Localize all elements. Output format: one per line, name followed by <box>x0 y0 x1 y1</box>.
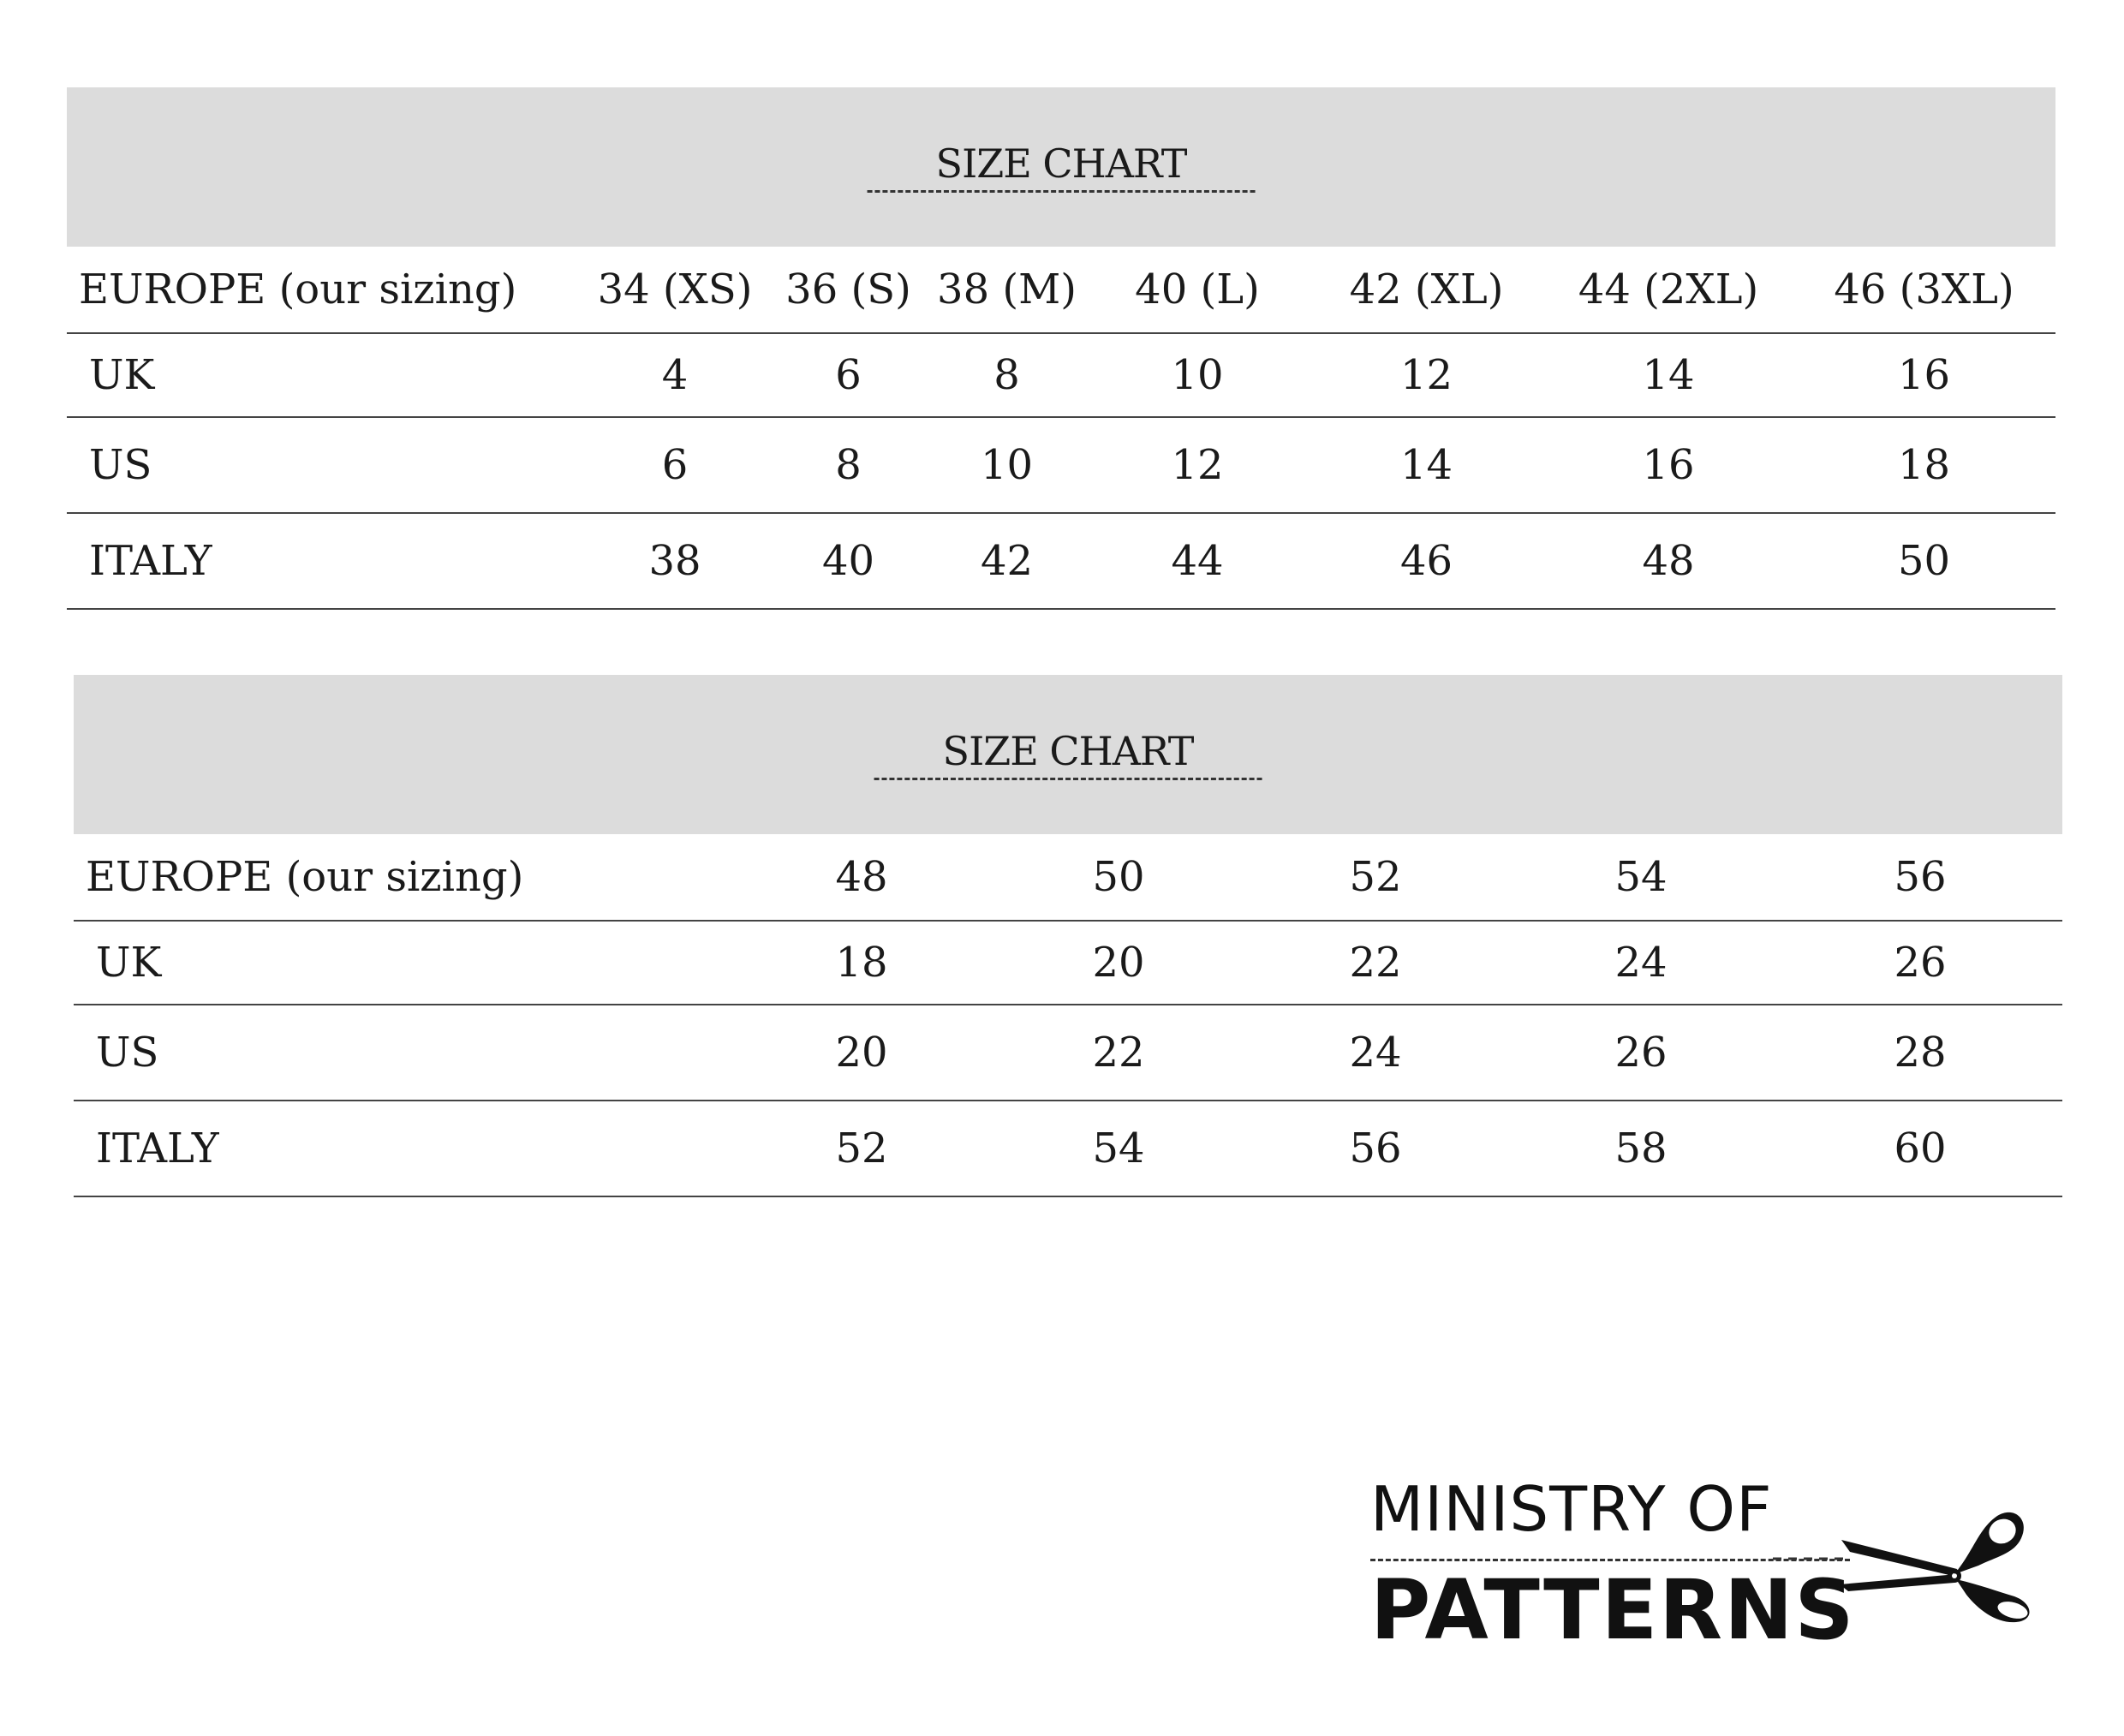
size-chart-1-title: SIZE CHART <box>868 140 1256 193</box>
cell: 16 <box>1544 417 1793 513</box>
brand-logo <box>1370 1473 2038 1658</box>
cell: 56 <box>1778 834 2062 921</box>
cell: 14 <box>1309 417 1544 513</box>
cell: 52 <box>733 1101 990 1196</box>
row-label-europe: EUROPE (our sizing) <box>74 834 733 921</box>
cell: 46 <box>1309 513 1544 609</box>
cell: 40 <box>769 513 928 609</box>
row-label-us: US <box>67 417 581 513</box>
size-chart-2-title: SIZE CHART <box>874 728 1262 780</box>
cell: 56 <box>1247 1101 1504 1196</box>
size-chart-2-header <box>74 675 2062 834</box>
table-row <box>67 247 2055 333</box>
cell: 36 (S) <box>769 247 928 333</box>
table-row <box>67 333 2055 417</box>
size-chart-2-table <box>74 834 2062 1197</box>
cell: 38 (M) <box>928 247 1086 333</box>
cell: 22 <box>990 1005 1247 1101</box>
cell: 24 <box>1504 921 1778 1005</box>
cell: 46 (3XL) <box>1793 247 2055 333</box>
size-chart-1-header <box>67 87 2055 247</box>
cell: 14 <box>1544 333 1793 417</box>
cell: 48 <box>733 834 990 921</box>
table-row <box>74 834 2062 921</box>
cell: 8 <box>928 333 1086 417</box>
size-chart-1 <box>67 87 2055 610</box>
cell: 12 <box>1086 417 1309 513</box>
cell: 8 <box>769 417 928 513</box>
cell: 6 <box>581 417 769 513</box>
cell: 54 <box>1504 834 1778 921</box>
cell: 18 <box>733 921 990 1005</box>
table-row <box>74 921 2062 1005</box>
table-row <box>74 1101 2062 1196</box>
cell: 10 <box>928 417 1086 513</box>
size-chart-2 <box>74 675 2062 1197</box>
logo-line-2: PATTERNS <box>1370 1562 1856 1658</box>
cell: 12 <box>1309 333 1544 417</box>
table-row <box>67 417 2055 513</box>
row-label-europe: EUROPE (our sizing) <box>67 247 581 333</box>
cell: 50 <box>1793 513 2055 609</box>
cell: 20 <box>733 1005 990 1101</box>
row-label-us: US <box>74 1005 733 1101</box>
cell: 26 <box>1778 921 2062 1005</box>
cell: 48 <box>1544 513 1793 609</box>
cell: 26 <box>1504 1005 1778 1101</box>
row-label-uk: UK <box>74 921 733 1005</box>
cell: 38 <box>581 513 769 609</box>
cell: 44 <box>1086 513 1309 609</box>
size-chart-1-table <box>67 247 2055 610</box>
cell: 44 (2XL) <box>1544 247 1793 333</box>
cell: 60 <box>1778 1101 2062 1196</box>
cell: 24 <box>1247 1005 1504 1101</box>
table-row <box>67 513 2055 609</box>
cell: 4 <box>581 333 769 417</box>
cell: 16 <box>1793 333 2055 417</box>
row-label-uk: UK <box>67 333 581 417</box>
logo-line-1: MINISTRY OF <box>1370 1473 1773 1545</box>
cell: 52 <box>1247 834 1504 921</box>
scissors-icon <box>1773 1490 2038 1627</box>
row-label-italy: ITALY <box>67 513 581 609</box>
cell: 28 <box>1778 1005 2062 1101</box>
row-label-italy: ITALY <box>74 1101 733 1196</box>
cell: 34 (XS) <box>581 247 769 333</box>
cell: 6 <box>769 333 928 417</box>
cell: 42 (XL) <box>1309 247 1544 333</box>
cell: 42 <box>928 513 1086 609</box>
cell: 58 <box>1504 1101 1778 1196</box>
cell: 40 (L) <box>1086 247 1309 333</box>
cell: 50 <box>990 834 1247 921</box>
cell: 10 <box>1086 333 1309 417</box>
cell: 20 <box>990 921 1247 1005</box>
cell: 54 <box>990 1101 1247 1196</box>
table-row <box>74 1005 2062 1101</box>
cell: 22 <box>1247 921 1504 1005</box>
cell: 18 <box>1793 417 2055 513</box>
